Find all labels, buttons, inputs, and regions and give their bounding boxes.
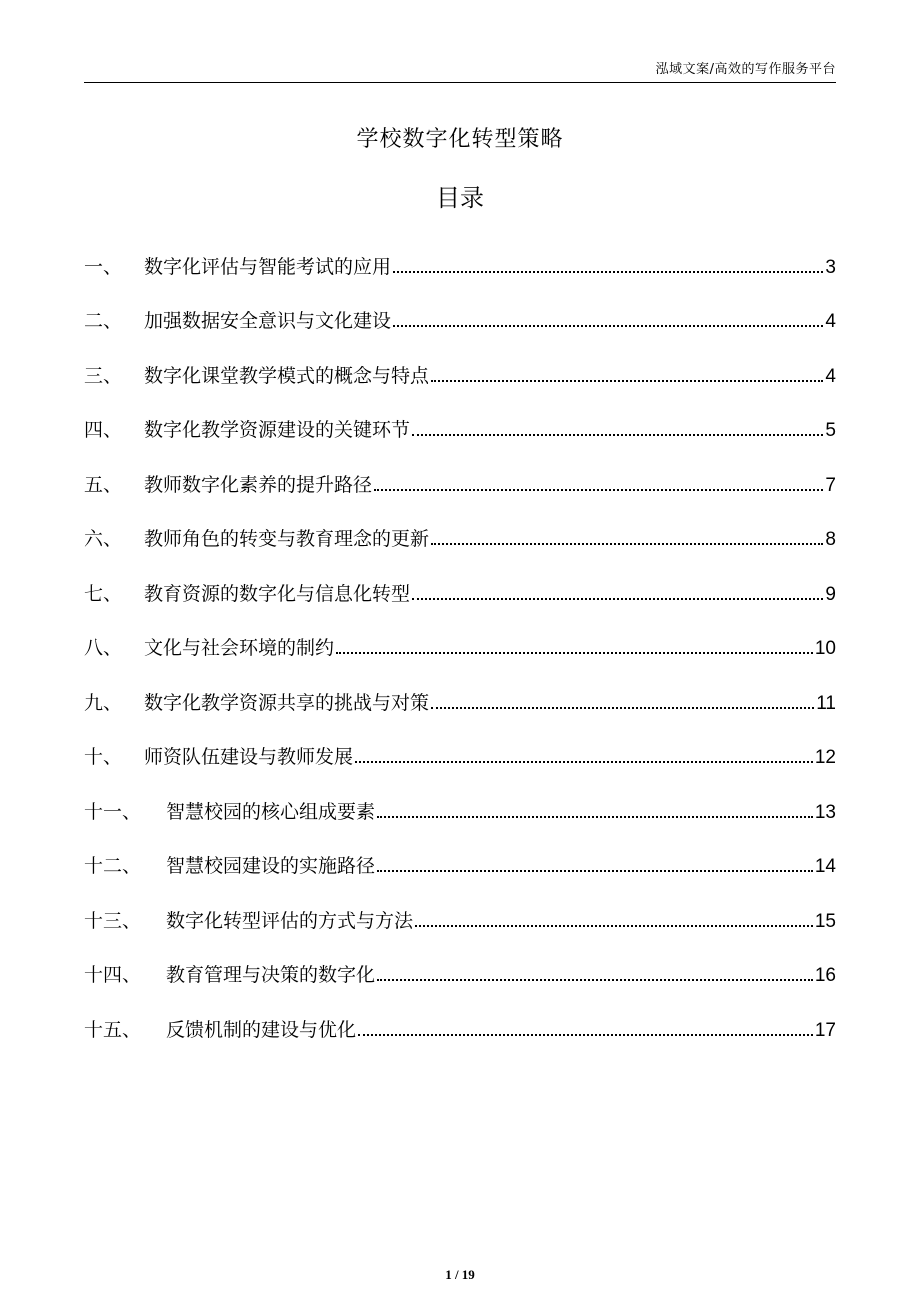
- toc-entry-title: 反馈机制的建设与优化: [166, 1018, 357, 1041]
- header-divider: [84, 82, 836, 83]
- toc-entry-number: 五、: [84, 473, 123, 496]
- toc-entry-page: 12: [814, 747, 836, 768]
- toc-dot-leader: [336, 651, 813, 654]
- toc-entry[interactable]: [84, 941, 836, 996]
- toc-dot-leader: [358, 1033, 813, 1036]
- toc-entry-title: 数字化转型评估的方式与方法: [166, 909, 414, 932]
- toc-entry-title: 数字化教学资源共享的挑战与对策: [144, 691, 430, 714]
- toc-entry-page: 8: [825, 529, 836, 550]
- toc-entry[interactable]: [84, 777, 836, 832]
- toc-entry-title: 教育资源的数字化与信息化转型: [144, 582, 411, 605]
- toc-entry-page: 15: [814, 910, 836, 932]
- toc-dot-leader: [431, 542, 823, 545]
- toc-entry-title: 加强数据安全意识与文化建设: [144, 310, 392, 332]
- toc-dot-leader: [431, 379, 823, 382]
- toc-entry-number: 二、: [84, 310, 123, 332]
- toc-entry-title: 师资队伍建设与教师发展: [144, 746, 354, 768]
- toc-entry-number: 十一、: [84, 800, 142, 823]
- toc-entry-page: 14: [814, 856, 836, 877]
- toc-dot-leader: [412, 433, 823, 436]
- document-title: 学校数字化转型策略: [356, 127, 564, 152]
- toc-entry-page: 10: [814, 638, 836, 659]
- toc-dot-leader: [377, 978, 813, 981]
- toc-entry-page: 13: [814, 801, 836, 823]
- toc-entry-page: 4: [825, 365, 836, 387]
- toc-heading: 目录: [436, 184, 484, 212]
- toc-entry[interactable]: [84, 995, 836, 1050]
- toc-dot-leader: [393, 270, 823, 273]
- toc-entry[interactable]: [84, 559, 836, 614]
- toc-entry-title: 数字化评估与智能考试的应用: [144, 255, 392, 278]
- page-header-text: 泓域文案/高效的写作服务平台: [655, 62, 836, 77]
- toc-dot-leader: [374, 488, 823, 491]
- toc-entry-title: 智慧校园建设的实施路径: [166, 855, 376, 877]
- toc-dot-leader: [355, 760, 813, 763]
- toc-dot-leader: [412, 597, 823, 600]
- toc-entry-number: 六、: [84, 528, 123, 550]
- toc-dot-leader: [393, 324, 823, 327]
- toc-entry-page: 3: [825, 256, 836, 278]
- toc-dot-leader: [415, 924, 813, 927]
- toc-dot-leader: [431, 706, 814, 709]
- toc-dot-leader: [377, 869, 813, 872]
- toc-entry-title: 数字化教学资源建设的关键环节: [144, 419, 411, 441]
- toc-dot-leader: [377, 815, 813, 818]
- toc-entry-page: 5: [825, 420, 836, 441]
- toc-entry[interactable]: [84, 505, 836, 560]
- toc-entry[interactable]: [84, 341, 836, 396]
- toc-entry-number: 十五、: [84, 1018, 142, 1041]
- toc-entry-number: 十二、: [84, 855, 142, 877]
- toc-entry-number: 四、: [84, 419, 123, 441]
- toc-entry-title: 文化与社会环境的制约: [144, 637, 335, 659]
- toc-entry[interactable]: [84, 723, 836, 778]
- toc-entry-number: 十三、: [84, 909, 142, 932]
- toc-entry[interactable]: [84, 396, 836, 451]
- table-of-contents: [84, 232, 836, 1050]
- toc-entry-title: 教师数字化素养的提升路径: [144, 473, 373, 496]
- toc-entry-page: 17: [814, 1019, 836, 1041]
- toc-entry-number: 十、: [84, 746, 123, 768]
- toc-entry[interactable]: [84, 614, 836, 669]
- toc-entry-page: 7: [825, 474, 836, 496]
- toc-entry-number: 九、: [84, 691, 123, 714]
- page-number-footer: 1 / 19: [445, 1267, 475, 1282]
- toc-entry-title: 教师角色的转变与教育理念的更新: [144, 528, 430, 550]
- toc-entry[interactable]: [84, 832, 836, 887]
- toc-entry-title: 数字化课堂教学模式的概念与特点: [144, 364, 430, 387]
- toc-entry-page: 4: [825, 311, 836, 332]
- toc-entry[interactable]: [84, 287, 836, 342]
- toc-entry-page: 9: [825, 583, 836, 605]
- toc-entry-number: 八、: [84, 637, 123, 659]
- toc-entry[interactable]: [84, 668, 836, 723]
- toc-entry-page: 11: [816, 692, 836, 714]
- toc-entry[interactable]: [84, 886, 836, 941]
- toc-entry-number: 三、: [84, 364, 123, 387]
- toc-entry-number: 一、: [84, 255, 123, 278]
- toc-entry[interactable]: [84, 450, 836, 505]
- toc-entry-page: 16: [814, 965, 836, 986]
- toc-entry-number: 十四、: [84, 964, 142, 986]
- toc-entry-title: 教育管理与决策的数字化: [166, 964, 376, 986]
- toc-entry-title: 智慧校园的核心组成要素: [166, 800, 376, 823]
- toc-entry[interactable]: [84, 232, 836, 287]
- toc-entry-number: 七、: [84, 582, 123, 605]
